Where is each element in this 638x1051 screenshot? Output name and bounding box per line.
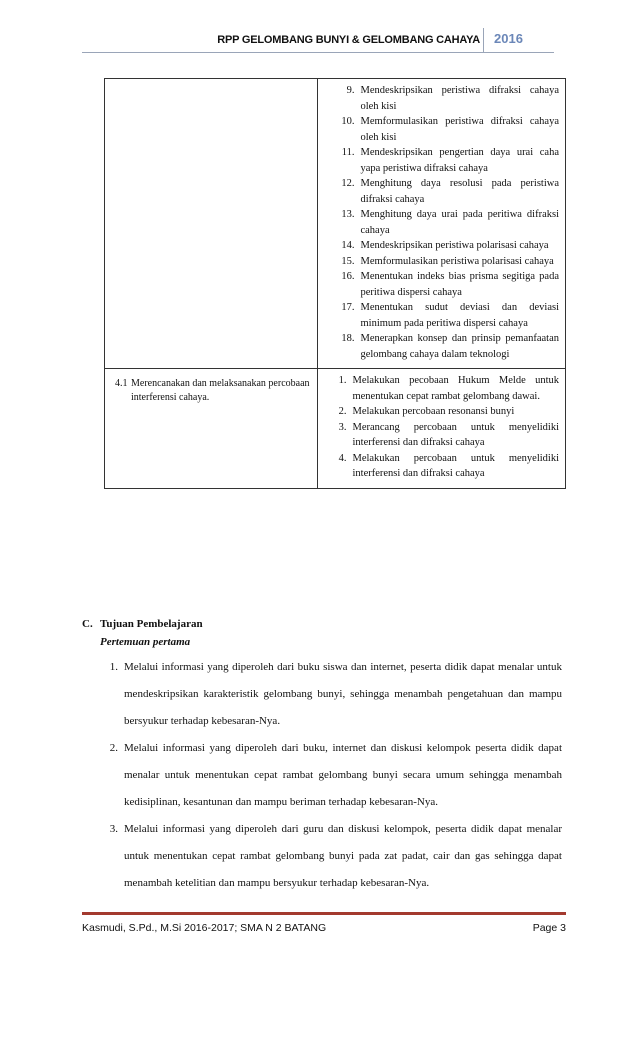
list-item-text: Melalui informasi yang diperoleh dari guru dan diskusi kelompok, peserta didik dapat menalar untuk menentukan cepat rambat gelombang bunyi pada zat padat, cair dan gas sehingga dapat menambah ketelitian dan mampu bersyukur terhadap kebesaran-Nya.: [124, 823, 562, 889]
indicator-item: [318, 451, 559, 482]
indicator-item: [318, 83, 559, 114]
list-item-number: 1.: [109, 661, 118, 673]
header-divider: [483, 28, 484, 52]
section-title: Tujuan Pembelajaran: [100, 618, 203, 630]
page-header: [0, 28, 638, 52]
indicator-item: [318, 114, 559, 145]
list-item-text: Menentukan indeks bias prisma segitiga pada peritiwa dispersi cahaya: [360, 271, 559, 298]
kd-text: Merencanakan dan melaksanakan percobaan interferensi cahaya.: [131, 378, 310, 403]
list-item-text: Memformulasikan peristiwa polarisasi cahaya: [360, 255, 554, 267]
list-item-text: Mendeskripsikan peristiwa difraksi cahaya oleh kisi: [360, 85, 559, 112]
list-item-number: 18.: [341, 333, 355, 344]
indicator-item: [318, 331, 559, 362]
list-item-text: Menerapkan konsep dan prinsip pemanfaatan gelombang cahaya dalam teknologi: [360, 333, 559, 360]
kd-entry: [105, 369, 317, 411]
indicator-item: [318, 238, 559, 254]
list-item-text: Menghitung daya resolusi pada peristiwa difraksi cahaya: [360, 178, 559, 205]
list-item-text: Melakukan pecobaan Hukum Melde untuk menentukan cepat rambat gelombang dawai.: [352, 375, 559, 402]
table-cell-kd: [105, 369, 318, 489]
indicator-list: [318, 369, 565, 488]
list-item-number: 2.: [338, 406, 347, 417]
indicator-item: [318, 404, 559, 420]
footer-page-number: Page 3: [532, 922, 566, 934]
table-cell-indicators: [318, 79, 566, 369]
list-item-number: 12.: [341, 178, 355, 189]
indicator-item: [318, 373, 559, 404]
objectives-list: [82, 654, 562, 897]
objective-item: [82, 654, 562, 735]
table-row: [105, 79, 566, 369]
list-item-text: Melakukan percobaan resonansi bunyi: [352, 406, 515, 417]
footer-rule: [82, 912, 566, 915]
section-heading: [82, 618, 562, 630]
indicator-list: [318, 79, 565, 368]
indicator-item: [318, 300, 559, 331]
list-item-number: 13.: [341, 209, 355, 220]
list-item-number: 3.: [109, 823, 118, 835]
header-rule: [82, 52, 554, 53]
list-item-number: 3.: [338, 421, 347, 433]
list-item-text: Merancang percobaan untuk menyelidiki interferensi dan difraksi cahaya: [352, 421, 559, 448]
list-item-text: Mendeskripsikan peristiwa polarisasi cahaya: [360, 240, 549, 251]
indicator-item: [318, 207, 559, 238]
list-item-text: Melakukan percobaan untuk menyelidiki interferensi dan difraksi cahaya: [352, 452, 559, 479]
list-item-number: 16.: [341, 271, 355, 282]
list-item-text: Melalui informasi yang diperoleh dari buku siswa dan internet, peserta didik dapat menalar untuk mendeskripsikan karakteristik gelombang bunyi, sehingga menambah pengetahuan dan mampu bersyukur terhadap kebesaran-Nya.: [124, 661, 562, 727]
list-item-number: 2.: [109, 742, 118, 754]
list-item-number: 10.: [341, 116, 355, 127]
list-item-number: 11.: [341, 147, 355, 158]
indicator-item: [318, 176, 559, 207]
objective-item: [82, 816, 562, 897]
list-item-number: 14.: [341, 240, 355, 251]
list-item-text: Menentukan sudut deviasi dan deviasi minimum pada peritiwa dispersi cahaya: [360, 302, 559, 329]
list-item-number: 4.: [338, 452, 347, 464]
table-cell-indicators: [318, 369, 566, 489]
table-row: [105, 369, 566, 489]
table-cell-kd-empty: [105, 79, 318, 369]
list-item-text: Melalui informasi yang diperoleh dari buku, internet dan diskusi kelompok peserta didik dapat menalar untuk menentukan cepat rambat gelombang bunyi secara umum sehingga menambah kedisiplinan, kesantunan dan mampu beriman terhadap kebesaran-Nya.: [124, 742, 562, 808]
section-subtitle: Pertemuan pertama: [100, 636, 191, 648]
indicator-item: [318, 254, 559, 270]
list-item-number: 9.: [346, 85, 355, 96]
list-item-text: Menghitung daya urai pada peritiwa difraksi cahaya: [360, 209, 559, 236]
section-letter: C.: [82, 618, 93, 630]
list-item-number: 15.: [341, 255, 355, 267]
footer-author: Kasmudi, S.Pd., M.Si 2016-2017; SMA N 2 BATANG: [82, 922, 327, 934]
competency-table: [104, 78, 566, 489]
list-item-number: 1.: [338, 375, 347, 386]
list-item-text: Mendeskripsikan pengertian daya urai caha yapa peristiwa difraksi cahaya: [360, 147, 559, 174]
header-year: 2016: [494, 31, 523, 46]
kd-number: 4.1: [115, 378, 128, 389]
objective-item: [82, 735, 562, 816]
list-item-number: 17.: [341, 302, 355, 313]
learning-objectives-section: [82, 618, 562, 897]
list-item-text: Memformulasikan peristiwa difraksi cahaya oleh kisi: [360, 116, 559, 143]
indicator-item: [318, 269, 559, 300]
indicator-item: [318, 420, 559, 451]
indicator-item: [318, 145, 559, 176]
header-title: RPP GELOMBANG BUNYI & GELOMBANG CAHAYA: [217, 34, 480, 46]
